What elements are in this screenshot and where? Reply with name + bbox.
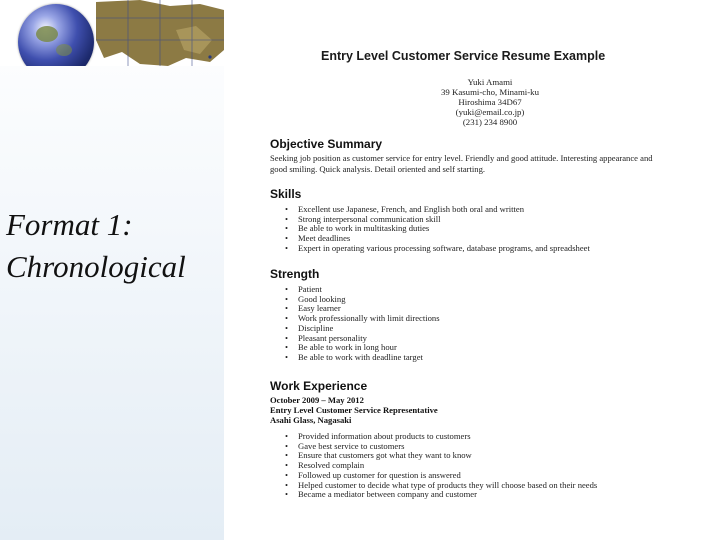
- list-item: • Provided information about products to customers: [285, 432, 597, 442]
- skills-heading: Skills: [270, 187, 302, 201]
- slide-title-line-2: Chronological: [6, 249, 186, 284]
- list-item: • Good looking: [285, 295, 440, 305]
- list-item: • Meet deadlines: [285, 234, 590, 244]
- list-item: • Be able to work with deadline target: [285, 353, 440, 363]
- job-position: Entry Level Customer Service Representative: [270, 405, 438, 415]
- list-item: • Easy learner: [285, 304, 440, 314]
- contact-address-line-2: Hiroshima 34D67: [458, 97, 522, 107]
- slide-title-line-1: Format 1:: [6, 207, 133, 242]
- work-duties-list: [285, 432, 597, 500]
- list-item: • Discipline: [285, 324, 440, 334]
- list-item: • Helped customer to decide what type of products they will choose based on their needs: [285, 481, 597, 491]
- job-dates: October 2009 – May 2012: [270, 395, 364, 405]
- slide-side-panel: [0, 0, 224, 540]
- job-company: Asahi Glass, Nagasaki: [270, 415, 352, 425]
- strength-heading: Strength: [270, 267, 320, 281]
- contact-block: [405, 77, 575, 127]
- resume-title: Entry Level Customer Service Resume Example: [321, 49, 606, 63]
- list-item: • Strong interpersonal communication skill: [285, 215, 590, 225]
- list-item: • Gave best service to customers: [285, 442, 597, 452]
- list-item: • Expert in operating various processing software, database programs, and spreadsheet: [285, 244, 590, 254]
- list-item: • Work professionally with limit directions: [285, 314, 440, 324]
- list-item: • Patient: [285, 285, 440, 295]
- work-experience-heading: Work Experience: [270, 379, 368, 393]
- slide-title: [6, 204, 221, 288]
- strength-list: [285, 285, 440, 363]
- objective-text: Seeking job position as customer service for entry level. Friendly and good attitude. Interesting appearance and good smiling. Quick analysis. Detail oriented and self starting.: [270, 153, 653, 174]
- list-item: • Ensure that customers got what they want to know: [285, 451, 597, 461]
- skills-list: [285, 205, 590, 254]
- list-item: • Excellent use Japanese, French, and English both oral and written: [285, 205, 590, 215]
- contact-address-line-1: 39 Kasumi-cho, Minami-ku: [441, 87, 539, 97]
- contact-phone: (231) 234 8900: [462, 117, 518, 127]
- objective-heading: Objective Summary: [270, 137, 383, 151]
- world-map-graphic: [0, 0, 224, 66]
- contact-email: (yuki@email.co.jp): [455, 107, 525, 117]
- list-item: • Be able to work in long hour: [285, 343, 440, 353]
- list-item: • Pleasant personality: [285, 334, 440, 344]
- resume-document: [255, 40, 695, 540]
- list-item: • Resolved complain: [285, 461, 597, 471]
- list-item: • Be able to work in multitasking duties: [285, 224, 590, 234]
- list-item: • Became a mediator between company and customer: [285, 490, 597, 500]
- contact-name: Yuki Amami: [467, 77, 513, 87]
- list-item: • Followed up customer for question is answered: [285, 471, 597, 481]
